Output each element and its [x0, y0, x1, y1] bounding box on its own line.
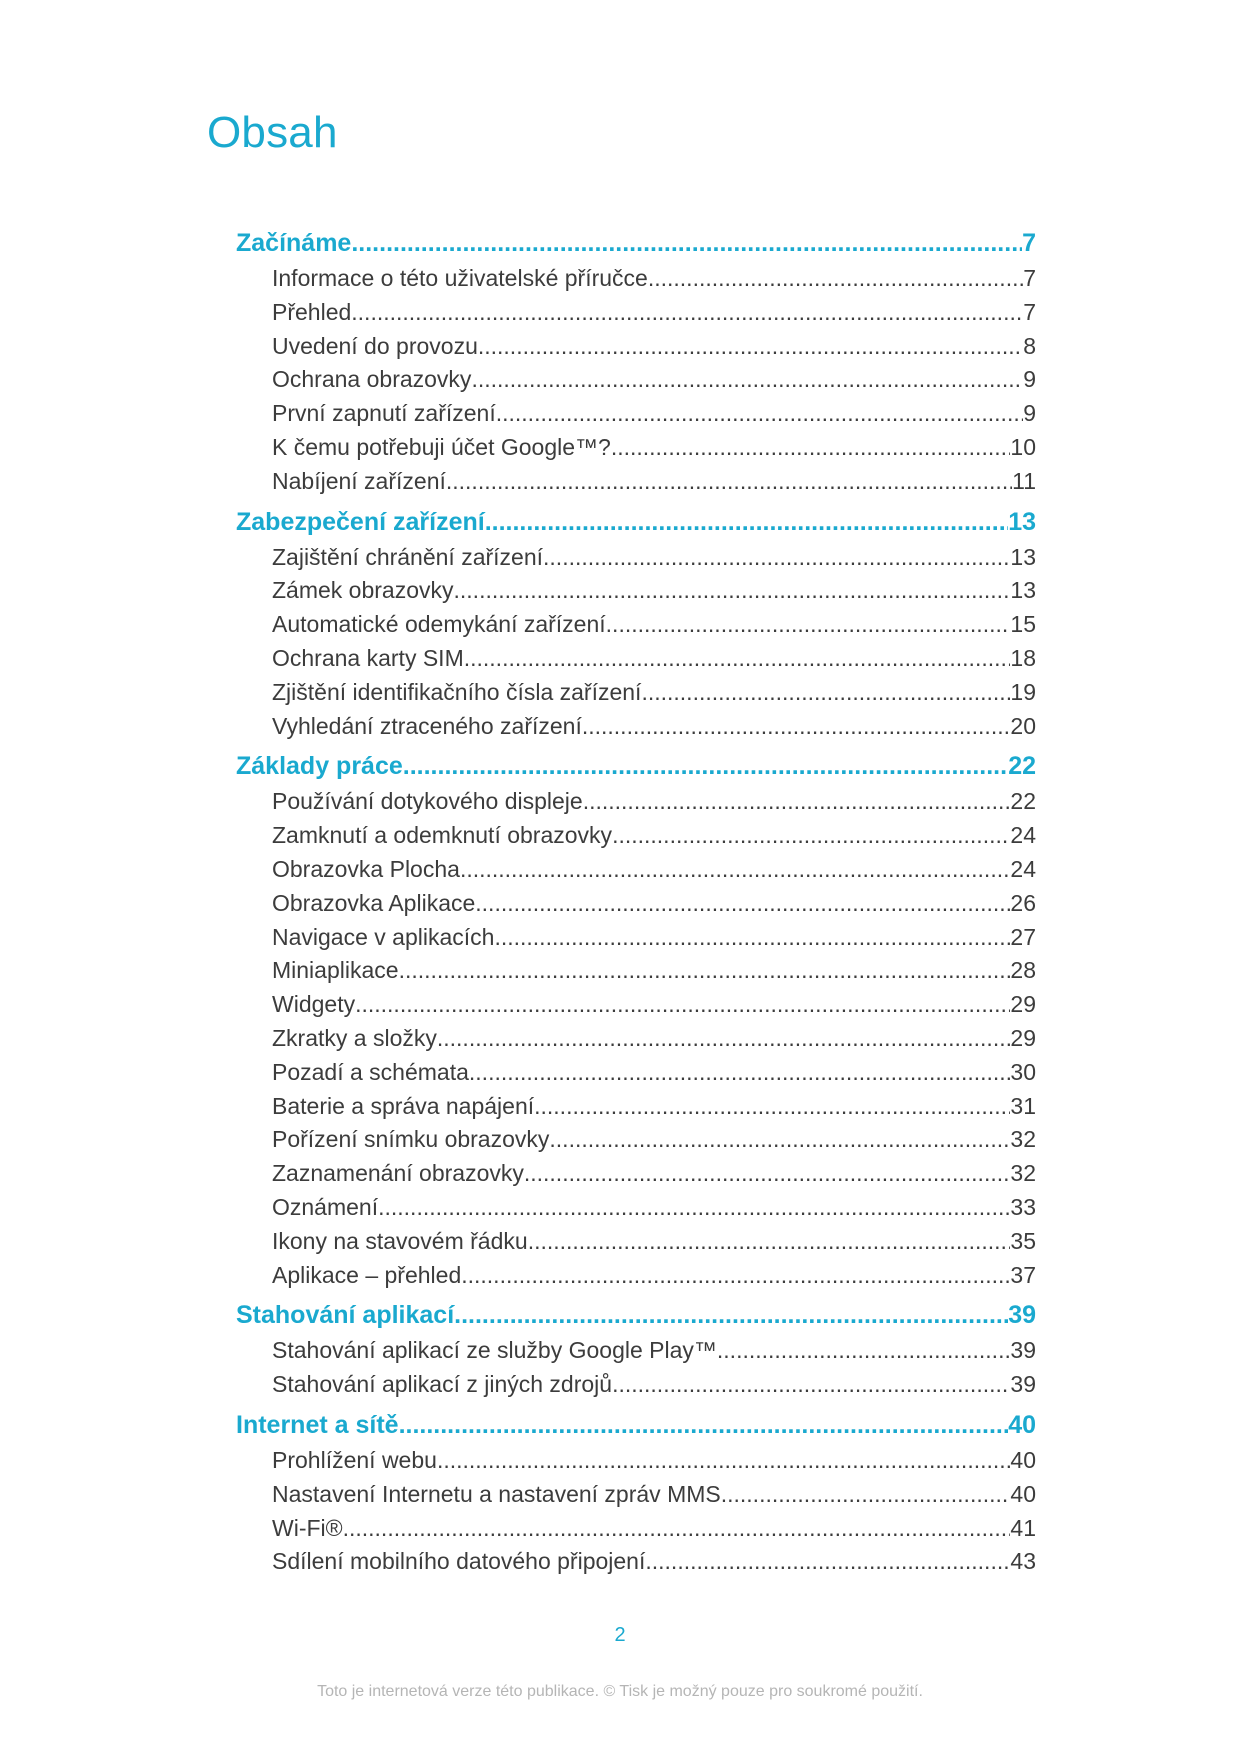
- dot-leader: [648, 262, 1023, 296]
- entry-page-number: 30: [1010, 1058, 1036, 1085]
- entry-title: Sdílení mobilního datového připojení: [272, 1548, 646, 1575]
- entry-title: Miniaplikace: [272, 957, 399, 984]
- entry-page-number: 13: [1010, 543, 1036, 570]
- toc-entry[interactable]: [236, 853, 1036, 887]
- toc-entry[interactable]: [236, 1368, 1036, 1402]
- entry-page-number: 40: [1010, 1446, 1036, 1473]
- dot-leader: [524, 1157, 1011, 1191]
- entry-page-number: 13: [1010, 577, 1036, 604]
- toc-entry[interactable]: [236, 785, 1036, 819]
- entry-title: Aplikace – přehled: [272, 1261, 462, 1288]
- entry-title: K čemu potřebuji účet Google™?: [272, 433, 611, 460]
- entry-title: Stahování aplikací ze služby Google Play™: [272, 1337, 717, 1364]
- toc-entry[interactable]: [236, 330, 1036, 364]
- entry-title: Obrazovka Plocha: [272, 855, 460, 882]
- chapter-title: Základy práce: [236, 752, 403, 781]
- toc-chapter-entry[interactable]: [236, 220, 1036, 262]
- entry-page-number: 7: [1023, 265, 1036, 291]
- entry-title: Ochrana obrazovky: [272, 366, 472, 393]
- chapter-title: Začínáme: [236, 229, 352, 257]
- dot-leader: [343, 1512, 1011, 1546]
- chapter-page-number: 39: [1008, 1301, 1036, 1330]
- toc-chapter-entry[interactable]: [236, 499, 1036, 541]
- dot-leader: [645, 1545, 1010, 1579]
- dot-leader: [612, 1368, 1010, 1402]
- dot-leader: [717, 1334, 1011, 1368]
- entry-page-number: 20: [1010, 712, 1036, 739]
- dot-leader: [471, 363, 1023, 397]
- dot-leader: [606, 608, 1011, 642]
- entry-title: První zapnutí zařízení: [272, 400, 496, 427]
- footer-note: Toto je internetová verze této publikace. © Tisk je možný pouze pro soukromé použití.: [317, 1683, 923, 1700]
- entry-page-number: 26: [1010, 889, 1036, 916]
- toc-entry[interactable]: [236, 1123, 1036, 1157]
- entry-page-number: 27: [1010, 923, 1036, 950]
- entry-page-number: 15: [1010, 611, 1036, 638]
- table-of-contents: [236, 220, 1036, 1579]
- toc-entry[interactable]: [236, 1157, 1036, 1191]
- toc-entry[interactable]: [236, 1056, 1036, 1090]
- entry-page-number: 9: [1023, 366, 1036, 393]
- toc-entry[interactable]: [236, 988, 1036, 1022]
- entry-title: Widgety: [272, 991, 356, 1018]
- dot-leader: [399, 954, 1011, 988]
- toc-entry[interactable]: [236, 1545, 1036, 1579]
- toc-entry[interactable]: [236, 1444, 1036, 1478]
- entry-page-number: 32: [1010, 1160, 1036, 1187]
- entry-title: Zamknutí a odemknutí obrazovky: [272, 822, 613, 849]
- entry-page-number: 19: [1010, 678, 1036, 705]
- dot-leader: [528, 1225, 1011, 1259]
- dot-leader: [582, 710, 1011, 744]
- entry-title: Ochrana karty SIM: [272, 644, 464, 671]
- toc-entry[interactable]: [236, 296, 1036, 330]
- toc-entry[interactable]: [236, 262, 1036, 296]
- entry-page-number: 32: [1010, 1126, 1036, 1153]
- entry-page-number: 18: [1010, 644, 1036, 671]
- toc-entry[interactable]: [236, 819, 1036, 853]
- toc-entry[interactable]: [236, 710, 1036, 744]
- entry-page-number: 43: [1010, 1548, 1036, 1575]
- dot-leader: [485, 503, 1008, 541]
- chapter-page-number: 40: [1008, 1410, 1036, 1439]
- entry-page-number: 28: [1010, 957, 1036, 984]
- toc-entry[interactable]: [236, 921, 1036, 955]
- entry-page-number: 41: [1010, 1514, 1036, 1541]
- entry-title: Informace o této uživatelské příručce: [272, 265, 648, 291]
- entry-title: Pořízení snímku obrazovky: [272, 1126, 550, 1153]
- dot-leader: [543, 541, 1010, 575]
- entry-page-number: 29: [1010, 991, 1036, 1018]
- dot-leader: [351, 224, 1022, 262]
- toc-entry[interactable]: [236, 1334, 1036, 1368]
- dot-leader: [351, 296, 1023, 330]
- toc-entry[interactable]: [236, 1259, 1036, 1293]
- toc-section: [236, 220, 1036, 499]
- entry-page-number: 9: [1023, 400, 1036, 427]
- toc-entry[interactable]: [236, 954, 1036, 988]
- chapter-page-number: 22: [1008, 752, 1036, 781]
- entry-page-number: 11: [1012, 467, 1036, 494]
- dot-leader: [494, 921, 1010, 955]
- toc-entry[interactable]: [236, 431, 1036, 465]
- dot-leader: [460, 853, 1010, 887]
- toc-entry[interactable]: [236, 1090, 1036, 1124]
- dot-leader: [549, 1123, 1010, 1157]
- entry-page-number: 10: [1010, 433, 1036, 460]
- entry-page-number: 35: [1010, 1227, 1036, 1254]
- entry-page-number: 39: [1010, 1337, 1036, 1364]
- toc-entry[interactable]: [236, 1191, 1036, 1225]
- toc-entry[interactable]: [236, 465, 1036, 499]
- toc-entry[interactable]: [236, 574, 1036, 608]
- toc-chapter-entry[interactable]: [236, 743, 1036, 785]
- entry-title: Vyhledání ztraceného zařízení: [272, 712, 582, 739]
- entry-title: Pozadí a schémata: [272, 1058, 469, 1085]
- entry-title: Zjištění identifikačního čísla zařízení: [272, 678, 642, 705]
- toc-entry[interactable]: [236, 1225, 1036, 1259]
- dot-leader: [454, 1296, 1008, 1334]
- entry-page-number: 33: [1010, 1193, 1036, 1220]
- entry-page-number: 39: [1010, 1371, 1036, 1398]
- entry-title: Baterie a správa napájení: [272, 1092, 535, 1119]
- toc-entry[interactable]: [236, 1022, 1036, 1056]
- entry-title: Používání dotykového displeje: [272, 788, 583, 815]
- entry-page-number: 8: [1023, 332, 1036, 359]
- entry-page-number: 24: [1010, 855, 1036, 882]
- entry-title: Obrazovka Aplikace: [272, 889, 476, 916]
- entry-page-number: 29: [1010, 1024, 1036, 1051]
- toc-entry[interactable]: [236, 363, 1036, 397]
- dot-leader: [611, 431, 1011, 465]
- toc-entry[interactable]: [236, 397, 1036, 431]
- entry-page-number: 40: [1010, 1480, 1036, 1507]
- toc-entry[interactable]: [236, 608, 1036, 642]
- entry-title: Ikony na stavovém řádku: [272, 1227, 528, 1254]
- entry-title: Automatické odemykání zařízení: [272, 611, 606, 638]
- toc-chapter-entry[interactable]: [236, 1292, 1036, 1334]
- entry-title: Přehled: [272, 298, 352, 325]
- dot-leader: [464, 642, 1011, 676]
- toc-entry[interactable]: [236, 676, 1036, 710]
- page-number: 2: [614, 1624, 626, 1646]
- dot-leader: [454, 574, 1011, 608]
- entry-title: Wi-Fi®: [272, 1514, 343, 1541]
- dot-leader: [475, 887, 1010, 921]
- dot-leader: [496, 397, 1023, 431]
- toc-entry[interactable]: [236, 541, 1036, 575]
- dot-leader: [583, 785, 1011, 819]
- entry-title: Navigace v aplikacích: [272, 923, 495, 950]
- dot-leader: [378, 1191, 1010, 1225]
- chapter-title: Zabezpečení zařízení: [236, 507, 485, 536]
- entry-title: Prohlížení webu: [272, 1446, 437, 1473]
- page-title: Obsah: [207, 108, 338, 157]
- dot-leader: [403, 747, 1008, 785]
- entry-title: Nastavení Internetu a nastavení zpráv MMS: [272, 1480, 721, 1507]
- entry-title: Oznámení: [272, 1193, 379, 1220]
- dot-leader: [478, 330, 1023, 364]
- chapter-page-number: 7: [1022, 229, 1036, 257]
- entry-title: Nabíjení zařízení: [272, 467, 446, 494]
- entry-title: Zaznamenání obrazovky: [272, 1160, 524, 1187]
- entry-title: Zámek obrazovky: [272, 577, 454, 604]
- entry-title: Zajištění chránění zařízení: [272, 543, 544, 570]
- toc-section: [236, 743, 1036, 1292]
- chapter-title: Internet a sítě: [236, 1410, 399, 1439]
- toc-entry[interactable]: [236, 1512, 1036, 1546]
- dot-leader: [461, 1259, 1010, 1293]
- entry-page-number: 22: [1010, 788, 1036, 815]
- entry-page-number: 7: [1023, 298, 1036, 325]
- dot-leader: [534, 1090, 1010, 1124]
- toc-section: [236, 499, 1036, 744]
- dot-leader: [399, 1406, 1009, 1444]
- chapter-title: Stahování aplikací: [236, 1301, 455, 1330]
- entry-page-number: 24: [1010, 822, 1036, 849]
- dot-leader: [612, 819, 1010, 853]
- dot-leader: [355, 988, 1010, 1022]
- entry-title: Stahování aplikací z jiných zdrojů: [272, 1371, 613, 1398]
- entry-title: Zkratky a složky: [272, 1024, 437, 1051]
- entry-page-number: 37: [1010, 1261, 1036, 1288]
- dot-leader: [641, 676, 1010, 710]
- toc-entry[interactable]: [236, 887, 1036, 921]
- toc-section: [236, 1402, 1036, 1579]
- toc-entry[interactable]: [236, 1478, 1036, 1512]
- dot-leader: [721, 1478, 1011, 1512]
- dot-leader: [469, 1056, 1011, 1090]
- toc-chapter-entry[interactable]: [236, 1402, 1036, 1444]
- dot-leader: [437, 1022, 1011, 1056]
- entry-title: Uvedení do provozu: [272, 332, 478, 359]
- entry-page-number: 31: [1010, 1092, 1036, 1119]
- chapter-page-number: 13: [1008, 507, 1036, 536]
- toc-entry[interactable]: [236, 642, 1036, 676]
- toc-section: [236, 1292, 1036, 1402]
- dot-leader: [437, 1444, 1010, 1478]
- dot-leader: [446, 465, 1012, 499]
